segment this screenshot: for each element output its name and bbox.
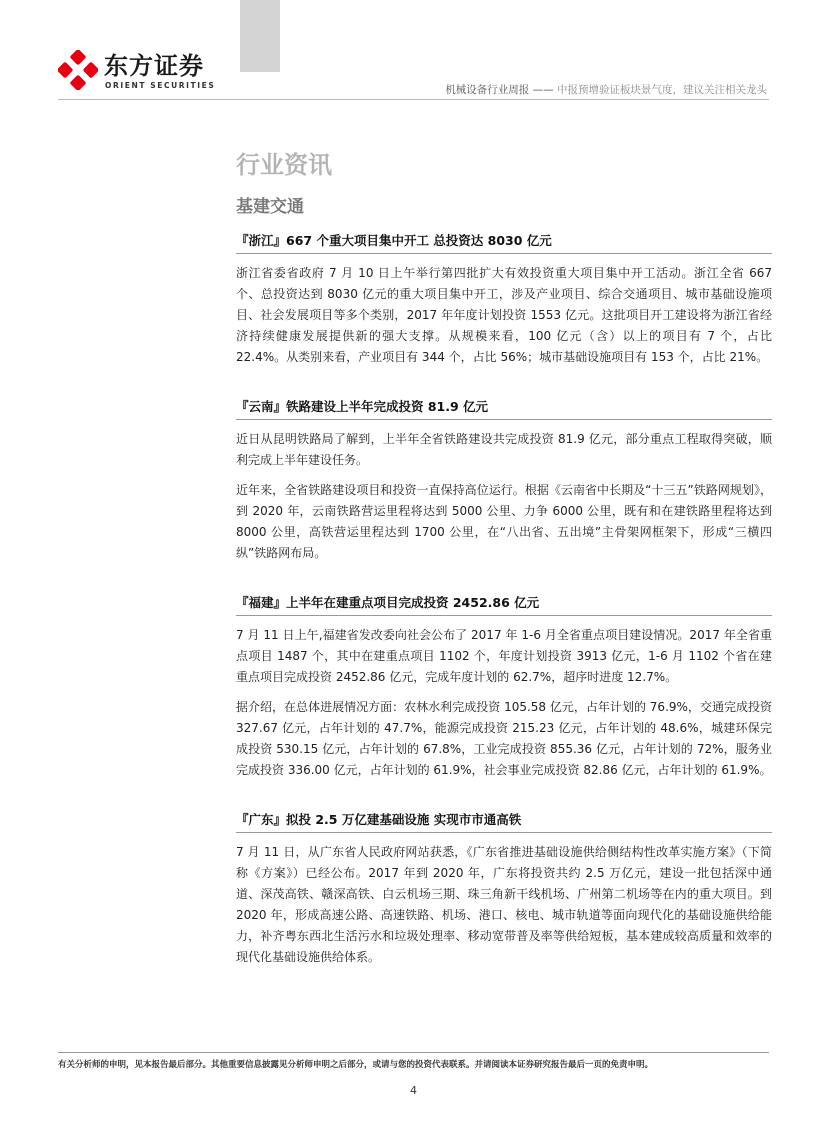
disclaimer-text: 有关分析师的申明，见本报告最后部分。其他重要信息披露见分析师申明之后部分，或请与您的投资代表联系。并请阅读本证券研究报告最后一页的免责申明。 [58, 1060, 654, 1070]
news-item-guangdong [236, 809, 772, 968]
page-number: 4 [410, 1084, 417, 1097]
news-item-zhejiang [236, 230, 772, 368]
main-content [236, 148, 772, 996]
news-paragraph: 7 月 11 日，从广东省人民政府网站获悉，《广东省推进基础设施供给侧结构性改革实施方案》（下简称《方案》）已经公布。2017 年到 2020 年，广东将投资共约 2.5 万亿元，建设一批包括深中通道、深茂高铁、赣深高铁、白云机场三期、珠三角新干线机场、广州第二机场等在内的重大项目。到 2020 年，形成高速公路、高速铁路、机场、港口、核电、城市轨道等面向现代化的基础设施供给能力，补齐粤东西北生活污水和垃圾处理率、移动宽带普及率等供给短板，基本建成较高质量和效率的现代化基础设施供给体系。 [236, 845, 772, 964]
news-paragraph: 据介绍，在总体进展情况方面：农林水利完成投资 105.58 亿元，占年计划的 76.9%，交通完成投资 327.67 亿元，占年计划的 47.7%，能源完成投资 215.23 亿元，占年计划的 48.6%，城建环保完成投资 530.15 亿元，占年计划的 67.8%，工业完成投资 855.36 亿元，占年计划的 72%，服务业完成投资 336.00 亿元，占年计划的 61.9%，社会事业完成投资 82.86 亿元，占年计划的 61.9%。 [236, 700, 772, 777]
news-headline: 『广东』拟投 2.5 万亿建基础设施 实现市市通高铁 [236, 809, 772, 833]
news-headline: 『福建』上半年在建重点项目完成投资 2452.86 亿元 [236, 592, 772, 616]
news-paragraph: 近年来，全省铁路建设项目和投资一直保持高位运行。根据《云南省中长期及“十三五”铁路网规划》，到 2020 年，云南铁路营运里程将达到 5000 公里、力争 6000 公里，既有和在建铁路里程将达到 8000 公里，高铁营运里程达到 1700 公里，在“八出省、五出境”主骨架网框架下，形成“三横四纵”铁路网布局。 [236, 483, 772, 560]
news-item-fujian [236, 592, 772, 781]
news-paragraph: 近日从昆明铁路局了解到，上半年全省铁路建设共完成投资 81.9 亿元，部分重点工程取得突破，顺利完成上半年建设任务。 [236, 432, 772, 467]
news-headline: 『云南』铁路建设上半年完成投资 81.9 亿元 [236, 396, 772, 420]
report-title-subtitle: 中报预增验证板块景气度，建议关注相关龙头 [557, 84, 767, 96]
header-divider [58, 99, 769, 100]
section-title: 行业资讯 [236, 151, 332, 179]
report-title [445, 82, 767, 97]
footer-divider [58, 1052, 769, 1053]
report-title-main: 机械设备行业周报 —— [445, 84, 557, 96]
subsection-title: 基建交通 [236, 197, 304, 217]
news-paragraph: 7 月 11 日上午,福建省发改委向社会公布了 2017 年 1-6 月全省重点项目建设情况。2017 年全省重点项目 1487 个，其中在建重点项目 1102 个，年度计划投资 3913 亿元，1-6 月 1102 个省在建重点项目完成投资 2452.86 亿元，完成年度计划的 62.7%，超序时进度 12.7%。 [236, 628, 772, 684]
orient-securities-logo-icon [58, 50, 98, 90]
header-decoration-tab [240, 0, 280, 72]
news-headline: 『浙江』667 个重大项目集中开工 总投资达 8030 亿元 [236, 230, 772, 254]
logo-english-name: ORIENT SECURITIES [105, 81, 216, 90]
company-logo [58, 50, 228, 96]
news-paragraph: 浙江省委省政府 7 月 10 日上午举行第四批扩大有效投资重大项目集中开工活动。浙江全省 667 个、总投资达到 8030 亿元的重大项目集中开工，涉及产业项目、综合交通项目、城市基础设施项目、社会发展项目等多个类别，2017 年年度计划投资 1553 亿元。这批项目开工建设将为浙江省经济持续健康发展提供新的强大支撑。从规模来看，100 亿元（含）以上的项目有 7 个，占比 22.4%。从类别来看，产业项目有 344 个，占比 56%；城市基础设施项目有 153 个，占比 21%。 [236, 266, 772, 364]
news-item-yunnan [236, 396, 772, 564]
logo-chinese-name: 东方证券 [104, 52, 204, 80]
